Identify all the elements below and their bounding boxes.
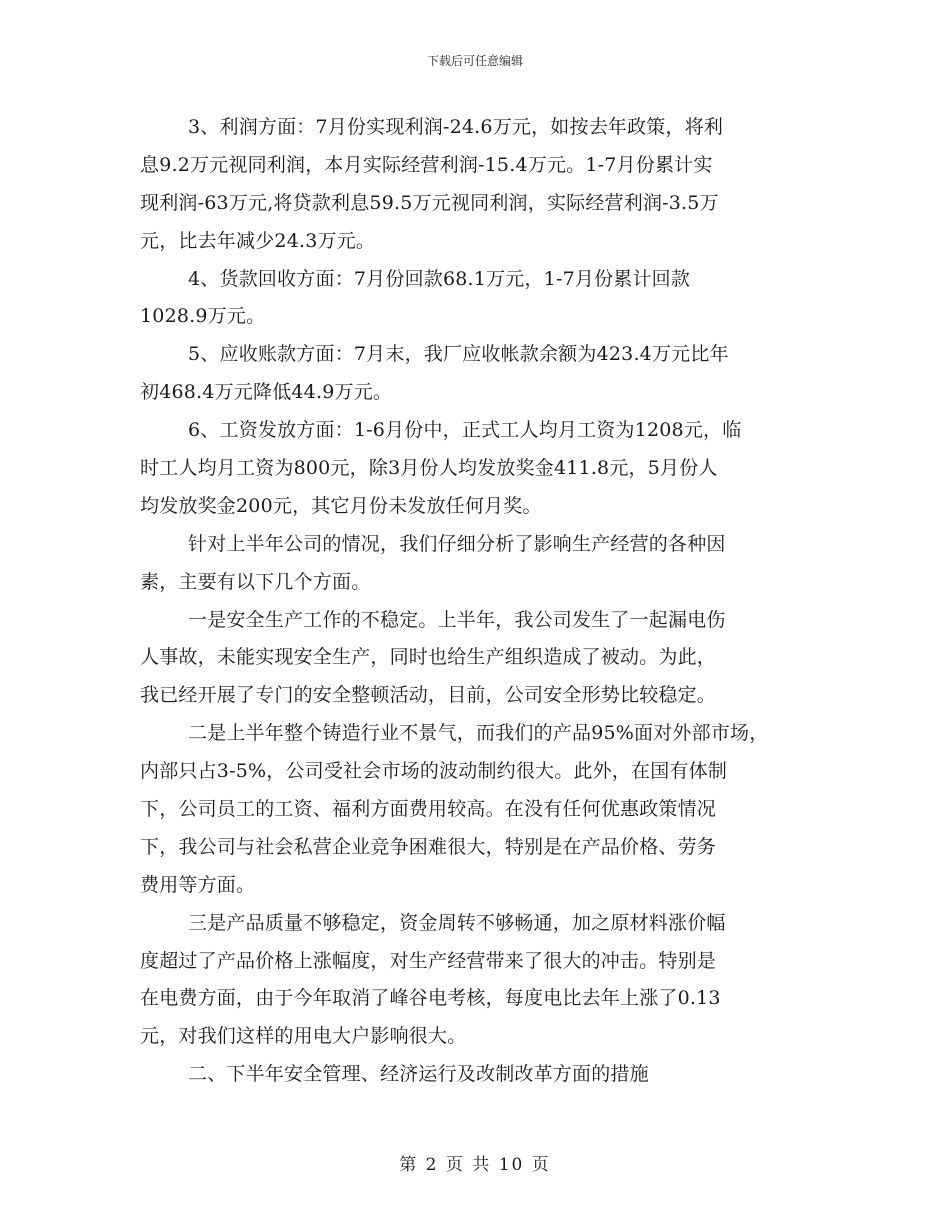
page-header: 下载后可任意编辑: [426, 54, 523, 68]
paragraph-line: 素，主要有以下几个方面。: [140, 570, 371, 593]
paragraph-line: 内部只占3-5%，公司受社会市场的波动制约很大。此外，在国有体制: [140, 760, 728, 783]
paragraph-line: 元，对我们这样的用电大户影响很大。: [140, 1025, 467, 1048]
paragraph-line: 5、应收账款方面：7月末，我厂应收帐款余额为423.4万元比年: [188, 343, 729, 366]
paragraph-line: 下，公司员工的工资、福利方面费用较高。在没有任何优惠政策情况: [140, 798, 717, 821]
paragraph-line: 息9.2万元视同利润，本月实际经营利润-15.4万元。1-7月份累计实: [140, 153, 713, 176]
paragraph-line: 费用等方面。: [140, 873, 256, 896]
paragraph-line: 均发放奖金200元，其它月份未发放任何月奖。: [140, 494, 542, 517]
paragraph-line: 在电费方面，由于今年取消了峰谷电考核，每度电比去年上涨了0.13: [140, 987, 721, 1010]
paragraph-line: 二是上半年整个铸造行业不景气，而我们的产品95%面对外部市场，: [188, 722, 769, 745]
paragraph-line: 元，比去年减少24.3万元。: [140, 229, 376, 252]
paragraph-line: 三是产品质量不够稳定，资金周转不够畅通，加之原材料涨价幅: [188, 911, 726, 934]
paragraph-line: 初468.4万元降低44.9万元。: [140, 381, 393, 404]
paragraph-line: 度超过了产品价格上涨幅度，对生产经营带来了很大的冲击。特别是: [140, 949, 717, 972]
paragraph-line: 时工人均月工资为800元，除3月份人均发放奖金411.8元，5月份人: [140, 457, 718, 480]
document-body: [140, 109, 820, 1094]
paragraph-line: 现利润-63万元,将贷款利息59.5万元视同利润，实际经营利润-3.5万: [140, 191, 719, 214]
paragraph-line: 一是安全生产工作的不稳定。上半年，我公司发生了一起漏电伤: [188, 608, 726, 631]
paragraph-line: 针对上半年公司的情况，我们仔细分析了影响生产经营的各种因: [188, 532, 726, 555]
paragraph-line: 下，我公司与社会私营企业竞争困难很大，特别是在产品价格、劳务: [140, 835, 717, 858]
paragraph-line: 3、利润方面：7月份实现利润-24.6万元，如按去年政策，将利: [188, 116, 724, 138]
section-heading: 二、下半年安全管理、经济运行及改制改革方面的措施: [188, 1063, 649, 1086]
paragraph-line: 人事故，未能实现安全生产，同时也给生产组织造成了被动。为此，: [140, 646, 717, 669]
page-footer: 第 2 页 共 10 页: [399, 1155, 551, 1175]
paragraph-line: 1028.9万元。: [140, 305, 266, 328]
paragraph-line: 4、货款回收方面：7月份回款68.1万元，1-7月份累计回款: [188, 267, 691, 290]
paragraph-line: 6、工资发放方面：1-6月份中，正式工人均月工资为1208元，临: [188, 419, 742, 442]
paragraph-line: 我已经开展了专门的安全整顿活动，目前，公司安全形势比较稳定。: [140, 684, 717, 707]
